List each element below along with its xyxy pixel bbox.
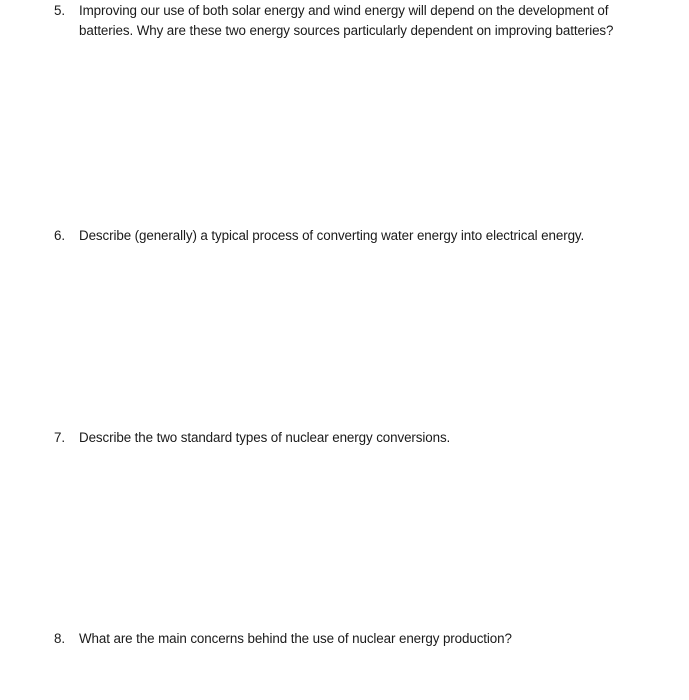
question-number: 5. xyxy=(54,3,65,18)
question-7 xyxy=(54,428,654,448)
question-text: Describe the two standard types of nuclear energy conversions. xyxy=(79,430,451,445)
question-row xyxy=(54,629,654,649)
question-row xyxy=(54,226,654,246)
question-row xyxy=(54,428,654,448)
question-row xyxy=(54,1,654,41)
question-8 xyxy=(54,629,654,649)
question-text: Describe (generally) a typical process of converting water energy into electrical energy. xyxy=(79,228,585,243)
question-number: 6. xyxy=(54,228,65,243)
question-text: Improving our use of both solar energy and wind energy will depend on the development of batteries. Why are these two energy sources particularly dependent on improving batteries? xyxy=(79,3,614,38)
question-6 xyxy=(54,226,654,246)
question-number: 8. xyxy=(54,631,65,646)
question-number: 7. xyxy=(54,430,65,445)
question-5 xyxy=(54,1,654,41)
question-text: What are the main concerns behind the use of nuclear energy production? xyxy=(79,631,512,646)
